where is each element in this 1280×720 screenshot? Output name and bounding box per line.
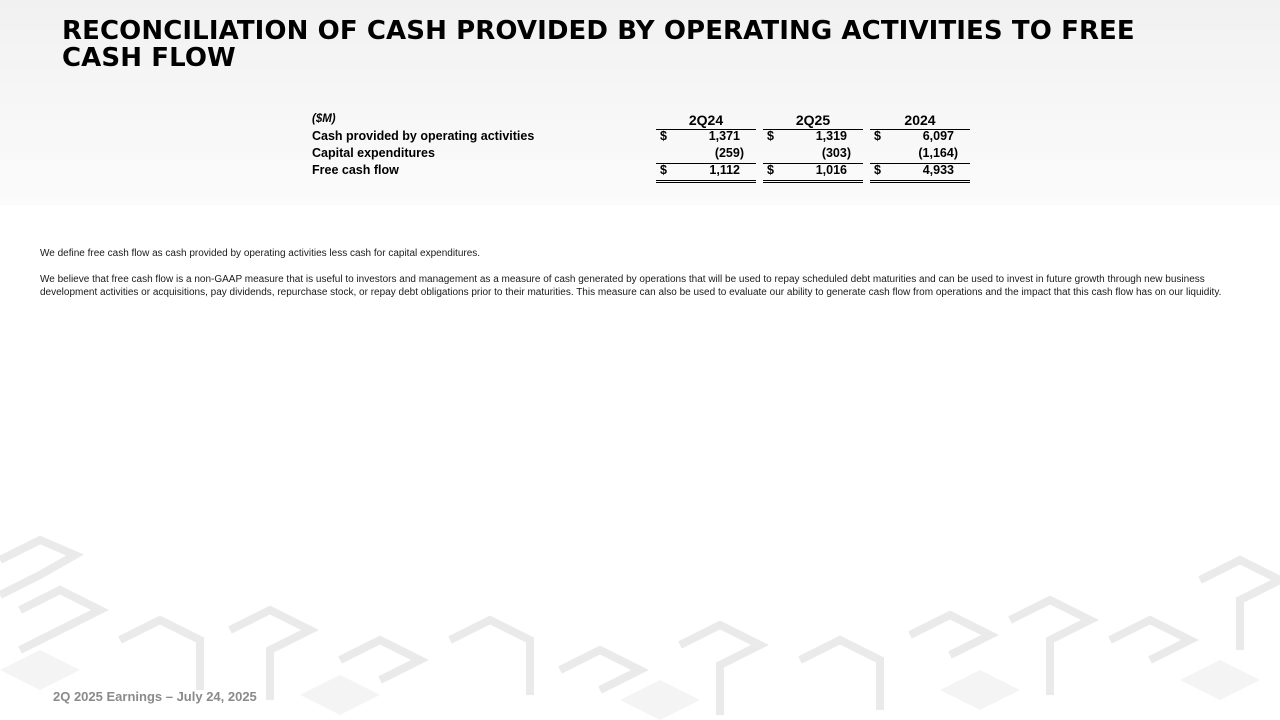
row-label: Capital expenditures [312,146,435,160]
table-cell [870,129,970,146]
cell-value: (259) [714,146,744,160]
currency-symbol: $ [660,163,667,177]
non-gaap-note: We believe that free cash flow is a non-GAAP measure that is useful to investors and management as a measure of cash generated by operations that will be used to repay scheduled debt maturities and can be used to invest in future growth through new business development activities or acquisitions, pay dividends, repurchase stock, or repay debt obligations prior to their maturities. This measure can also be used to evaluate our ability to generate cash flow from operations and the impact that this cash flow has on our liquidity. [40,274,1222,298]
cell-value: 1,319 [815,129,847,143]
slide-title: RECONCILIATION OF CASH PROVIDED BY OPERATING ACTIVITIES TO FREE CASH FLOW [62,16,1135,73]
cell-value: (1,164) [918,146,958,160]
cell-value: 1,371 [708,129,740,143]
units-label: ($M) [312,113,336,125]
column-header-2q25: 2Q25 [795,112,831,128]
currency-symbol: $ [767,129,774,143]
currency-symbol: $ [874,163,881,177]
table-cell [656,146,756,164]
row-label: Free cash flow [312,163,399,177]
cell-value: 1,112 [709,163,740,177]
table-cell [870,163,970,183]
currency-symbol: $ [874,129,881,143]
footer-text: 2Q 2025 Earnings – July 24, 2025 [53,689,257,704]
cell-value: (303) [821,146,851,160]
row-label: Cash provided by operating activities [312,129,535,143]
column-header-2q24: 2Q24 [688,112,724,128]
cell-value: 6,097 [922,129,954,143]
column-header-2024: 2024 [904,112,936,128]
table-row [308,129,980,146]
table-cell [656,129,756,146]
table-cell [763,163,863,183]
table-cell [656,163,756,183]
table-row-total [308,163,980,180]
table-cell [870,146,970,164]
table-cell [763,146,863,164]
table-cell [763,129,863,146]
currency-symbol: $ [767,163,774,177]
table-row [308,146,980,163]
currency-symbol: $ [660,129,667,143]
cell-value: 4,933 [922,163,954,177]
table-header-row [308,110,980,127]
definition-note: We define free cash flow as cash provided by operating activities less cash for capital expenditures. [40,248,481,259]
cell-value: 1,016 [815,163,847,177]
